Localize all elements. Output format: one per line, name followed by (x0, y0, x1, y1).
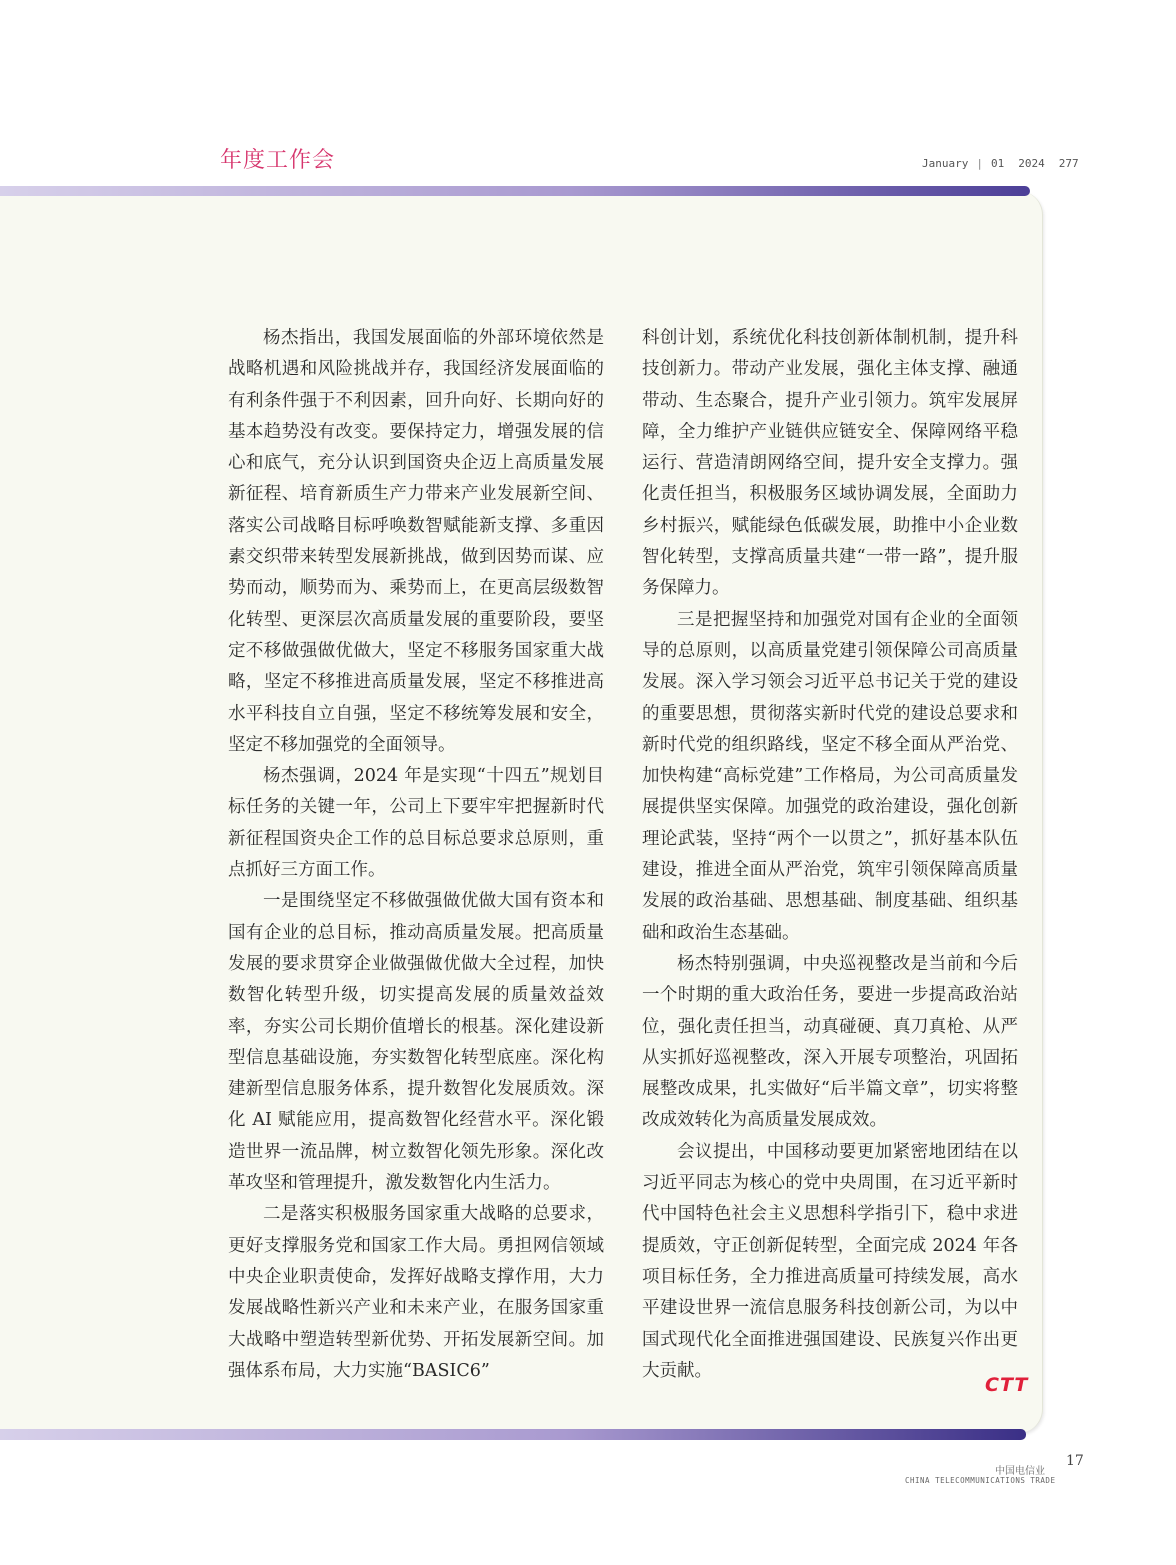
article-paragraph-continued: 科创计划，系统优化科技创新体制机制，提升科技创新力。带动产业发展，强化主体支撑、融通带动、生态聚合，提升产业引领力。筑牢发展屏障，全力维护产业链供应链安全、保障网络平稳运行、营造清朗网络空间，提升安全支撑力。强化责任担当，积极服务区域协调发展，全面助力乡村振兴，赋能绿色低碳发展，助推中小企业数智化转型，支撑高质量共建“一带一路”，提升服务保障力。 (642, 328, 1018, 599)
article-paragraph: 一是围绕坚定不移做强做优做大国有资本和国有企业的总目标，推动高质量发展。把高质量发展的要求贯穿企业做强做优做大全过程，加快数智化转型升级，切实提高发展的质量效益效率，夯实公司长期价值增长的根基。深化建设新型信息基础设施，夯实数智化转型底座。深化构建新型信息服务体系，提升数智化发展质效。深化 AI 赋能应用，提高数智化经营水平。深化锻造世界一流品牌，树立数智化领先形象。深化改革攻坚和管理提升，激发数智化内生活力。 (228, 891, 604, 1194)
magazine-name-en: CHINA TELECOMMUNICATIONS TRADE (905, 1476, 1056, 1485)
top-decor-bar (0, 186, 1030, 196)
article-paragraph: 杨杰强调，2024 年是实现“十四五”规划目标任务的关键一年，公司上下要牢牢把握新时代新征程国资央企工作的总目标总要求总原则，重点抓好三方面工作。 (228, 766, 604, 881)
ctt-end-logo: CTT (985, 1374, 1029, 1396)
page-number: 17 (1066, 1453, 1084, 1469)
article-paragraph: 杨杰指出，我国发展面临的外部环境依然是战略机遇和风险挑战并存，我国经济发展面临的有利条件强于不利因素，回升向好、长期向好的基本趋势没有改变。要保持定力，增强发展的信心和底气，充分认识到国资央企迈上高质量发展新征程、培育新质生产力带来产业发展新空间、落实公司战略目标呼唤数智赋能新支撑、多重因素交织带来转型发展新挑战，做到因势而谋、应势而动，顺势而为、乘势而上，在更高层级数智化转型、更深层次高质量发展的重要阶段，要坚定不移做强做优做大，坚定不移服务国家重大战略，坚定不移推进高质量发展，坚定不移推进高水平科技自立自强，坚定不移统筹发展和安全，坚定不移加强党的全面领导。 (228, 328, 604, 755)
article-paragraph: 杨杰特别强调，中央巡视整改是当前和今后一个时期的重大政治任务，要进一步提高政治站位，强化责任担当，动真碰硬、真刀真枪、从严从实抓好巡视整改，深入开展专项整治，巩固拓展整改成果，扎实做好“后半篇文章”，切实将整改成效转化为高质量发展成效。 (642, 953, 1018, 1131)
article-paragraph: 会议提出，中国移动要更加紧密地团结在以习近平同志为核心的党中央周围，在习近平新时代中国特色社会主义思想科学指引下，稳中求进提质效，守正创新促转型，全面完成 2024 年各项目标任务，全力推进高质量可持续发展，高水平建设世界一流信息服务科技创新公司，为以中国式现代化全面推进强国建设、民族复兴作出更大贡献。 (642, 1141, 1018, 1381)
issue-info (922, 157, 1079, 170)
issue-year: 2024 (1018, 157, 1045, 170)
section-title: 年度工作会 (220, 148, 336, 173)
issue-separator: | (976, 157, 983, 170)
issue-total: 277 (1058, 157, 1079, 170)
issue-number: 01 (990, 157, 1005, 170)
article-left-column (228, 323, 604, 1387)
issue-month: January (922, 157, 969, 170)
bottom-decor-bar (0, 1429, 1026, 1440)
article-right-column (642, 323, 1018, 1387)
magazine-name-cn: 中国电信业 (995, 1466, 1045, 1477)
article-paragraph: 三是把握坚持和加强党对国有企业的全面领导的总原则，以高质量党建引领保障公司高质量发展。深入学习领会习近平总书记关于党的建设的重要思想，贯彻落实新时代党的建设总要求和新时代党的组织路线，坚定不移全面从严治党、加快构建“高标党建”工作格局，为公司高质量发展提供坚实保障。加强党的政治建设，强化创新理论武装，坚持“两个一以贯之”，抓好基本队伍建设，推进全面从严治党，筑牢引领保障高质量发展的政治基础、思想基础、制度基础、组织基础和政治生态基础。 (642, 609, 1018, 943)
article-paragraph: 二是落实积极服务国家重大战略的总要求，更好支撑服务党和国家工作大局。勇担网信领域中央企业职责使命，发挥好战略支撑作用，大力发展战略性新兴产业和未来产业，在服务国家重大战略中塑造转型新优势、开拓发展新空间。加强体系布局，大力实施“BASIC6” (228, 1204, 604, 1381)
